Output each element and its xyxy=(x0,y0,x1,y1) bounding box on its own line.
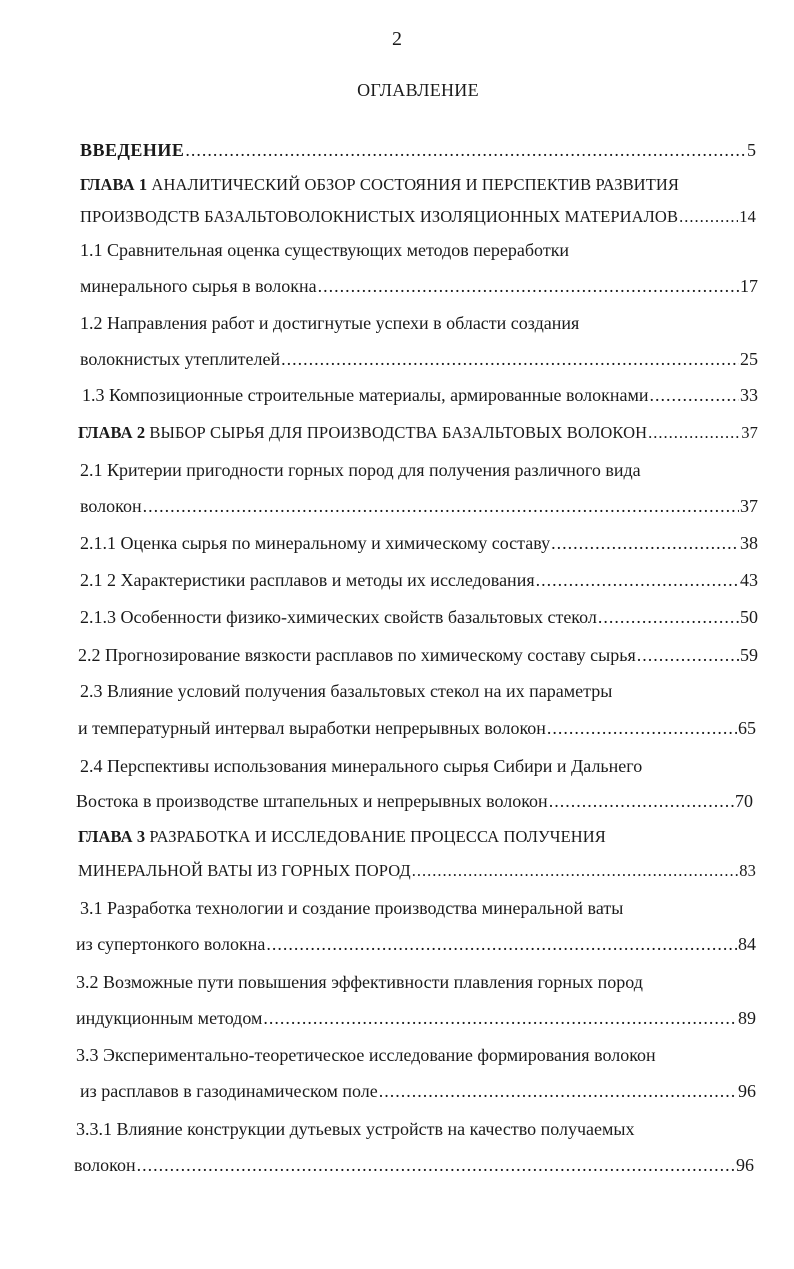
section-title: 2.1.3 Особенности физико-химических свойств базальтовых стекол xyxy=(80,607,597,627)
leader-dots xyxy=(318,276,739,297)
leader-dots xyxy=(549,791,734,812)
toc-page-number: 89 xyxy=(738,1008,756,1028)
toc-section-3-1-line1[interactable]: 3.1 Разработка технологии и создание производства минеральной ваты xyxy=(80,898,624,918)
toc-section-3-1-line2[interactable] xyxy=(76,934,756,955)
section-title: 2.1.1 Оценка сырья по минеральному и химическому составу xyxy=(80,533,551,553)
toc-section-1-1-line1[interactable]: 1.1 Сравнительная оценка существующих методов переработки xyxy=(80,240,570,260)
toc-chapter-3-line2[interactable] xyxy=(78,861,756,881)
toc-section-3-3-line1[interactable]: 3.3 Экспериментально-теоретическое исследование формирования волокон xyxy=(76,1045,656,1065)
leader-dots xyxy=(547,718,737,739)
leader-dots xyxy=(263,1008,737,1029)
toc-section-2-1-line1[interactable]: 2.1 Критерии пригодности горных пород для получения различного вида xyxy=(80,460,641,480)
section-title-cont: Востока в производстве штапельных и непрерывных волокон xyxy=(76,791,548,811)
toc-section-1-1-line2[interactable] xyxy=(80,276,758,297)
toc-page-number: 5 xyxy=(747,140,756,160)
leader-dots xyxy=(412,861,739,881)
section-title-cont: минерального сырья в волокна xyxy=(80,276,317,296)
toc-chapter-1-line2[interactable] xyxy=(80,207,756,227)
leader-dots xyxy=(649,385,739,406)
chapter-title: РАЗРАБОТКА И ИССЛЕДОВАНИЕ ПРОЦЕССА ПОЛУЧЕНИЯ xyxy=(149,827,606,846)
chapter-title: ВЫБОР СЫРЬЯ ДЛЯ ПРОИЗВОДСТВА БАЗАЛЬТОВЫХ ВОЛОКОН xyxy=(149,423,648,442)
toc-page-number: 37 xyxy=(740,496,758,516)
toc-page-number: 65 xyxy=(738,718,756,738)
section-title-cont: из расплавов в газодинамическом поле xyxy=(80,1081,378,1101)
leader-dots xyxy=(536,570,739,591)
leader-dots xyxy=(598,607,739,628)
toc-page-number: 14 xyxy=(739,207,756,226)
toc-chapter-3-line1[interactable] xyxy=(78,827,606,847)
chapter-label: ГЛАВА 2 xyxy=(78,423,146,442)
chapter-title-cont: МИНЕРАЛЬНОЙ ВАТЫ ИЗ ГОРНЫХ ПОРОД xyxy=(78,861,411,880)
toc-section-3-3-1-line1[interactable]: 3.3.1 Влияние конструкции дутьевых устройств на качество получаемых xyxy=(76,1119,635,1139)
toc-section-2-3-line1[interactable]: 2.3 Влияние условий получения базальтовых стекол на их параметры xyxy=(80,681,613,701)
toc-chapter-1-line1[interactable] xyxy=(80,175,679,195)
toc-page-number: 37 xyxy=(741,423,758,442)
toc-section-2-1-1[interactable] xyxy=(80,533,758,554)
toc-page-number: 33 xyxy=(740,385,758,405)
toc-section-3-3-line2[interactable] xyxy=(80,1081,756,1102)
toc-section-2-4-line2[interactable] xyxy=(76,791,753,812)
section-title-cont: из супертонкого волокна xyxy=(76,934,266,954)
section-title-cont: волокон xyxy=(74,1155,136,1175)
chapter-title-cont: ПРОИЗВОДСТВ БАЗАЛЬТОВОЛОКНИСТЫХ ИЗОЛЯЦИОННЫХ МАТЕРИАЛОВ xyxy=(80,207,679,226)
toc-page-number: 84 xyxy=(738,934,756,954)
toc-page-number: 43 xyxy=(740,570,758,590)
leader-dots xyxy=(551,533,739,554)
toc-page-number: 83 xyxy=(739,861,756,880)
toc-section-2-1-line2[interactable] xyxy=(80,496,758,517)
toc-section-2-2[interactable] xyxy=(78,645,758,666)
toc-section-2-1-3[interactable] xyxy=(80,607,758,628)
section-title-cont: индукционным методом xyxy=(76,1008,263,1028)
page-title: ОГЛАВЛЕНИЕ xyxy=(357,80,479,100)
toc-section-3-3-1-line2[interactable] xyxy=(74,1155,754,1176)
toc-page-number: 17 xyxy=(740,276,758,296)
section-title-cont: волокнистых утеплителей xyxy=(80,349,281,369)
toc-page-number: 38 xyxy=(740,533,758,553)
toc-entry-intro[interactable] xyxy=(80,140,756,161)
toc-page-number: 59 xyxy=(740,645,758,665)
chapter-label: ГЛАВА 1 xyxy=(80,175,148,194)
toc-section-2-3-line2[interactable] xyxy=(78,718,756,739)
leader-dots xyxy=(266,934,737,955)
section-title-cont: волокон xyxy=(80,496,142,516)
toc-page-number: 70 xyxy=(735,791,753,811)
section-title: 1.3 Композиционные строительные материалы, армированные волокнами xyxy=(82,385,649,405)
toc-section-1-2-line2[interactable] xyxy=(80,349,758,370)
leader-dots xyxy=(143,496,739,517)
toc-page-number: 50 xyxy=(740,607,758,627)
leader-dots xyxy=(679,207,738,227)
toc-section-2-1-2[interactable] xyxy=(80,570,758,591)
toc-section-3-2-line2[interactable] xyxy=(76,1008,756,1029)
section-title: 2.1 2 Характеристики расплавов и методы их исследования xyxy=(80,570,535,590)
chapter-title: АНАЛИТИЧЕСКИЙ ОБЗОР СОСТОЯНИЯ И ПЕРСПЕКТИВ РАЗВИТИЯ xyxy=(151,175,680,194)
toc-section-1-3[interactable] xyxy=(82,385,758,406)
toc-page-number: 96 xyxy=(736,1155,754,1175)
page-number: 2 xyxy=(392,28,402,50)
toc-section-1-2-line1[interactable]: 1.2 Направления работ и достигнутые успехи в области создания xyxy=(80,313,580,333)
section-title-cont: и температурный интервал выработки непрерывных волокон xyxy=(78,718,546,738)
leader-dots xyxy=(137,1155,735,1176)
toc-section-2-4-line1[interactable]: 2.4 Перспективы использования минерального сырья Сибири и Дальнего xyxy=(80,756,643,776)
toc-entry-label: ВВЕДЕНИЕ xyxy=(80,140,185,160)
leader-dots xyxy=(185,140,746,161)
toc-section-3-2-line1[interactable]: 3.2 Возможные пути повышения эффективности плавления горных пород xyxy=(76,972,643,992)
chapter-label: ГЛАВА 3 xyxy=(78,827,146,846)
leader-dots xyxy=(281,349,739,370)
leader-dots xyxy=(648,423,740,443)
leader-dots xyxy=(379,1081,737,1102)
toc-chapter-2[interactable] xyxy=(78,423,758,443)
leader-dots xyxy=(637,645,739,666)
toc-page-number: 96 xyxy=(738,1081,756,1101)
toc-page-number: 25 xyxy=(740,349,758,369)
section-title: 2.2 Прогнозирование вязкости расплавов по химическому составу сырья xyxy=(78,645,636,665)
